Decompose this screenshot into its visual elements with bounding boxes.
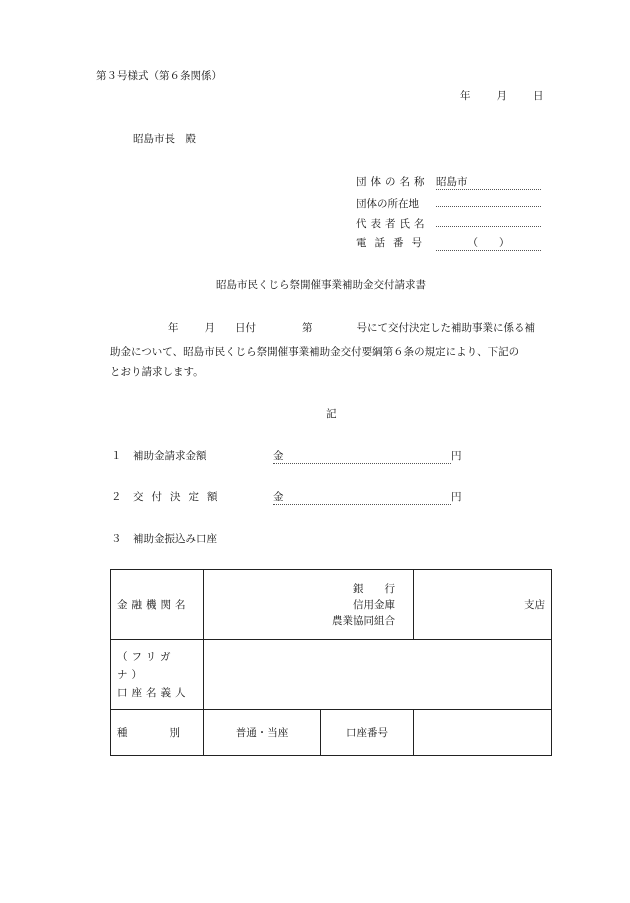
institution-label: 金融機関名 xyxy=(111,570,204,640)
form-number: 第３号様式（第６条関係） xyxy=(96,70,222,82)
type-value: 普通・当座 xyxy=(204,710,321,756)
addressee: 昭島市長 殿 xyxy=(133,133,196,145)
date-line: 年 月 日 xyxy=(460,90,544,102)
applicant-phone-row: 電話番号 （ ） xyxy=(356,235,541,251)
item-2: ２ 交付決定額 金 円 xyxy=(111,491,462,503)
institution-types: 銀 行 信用金庫 農業協同組合 xyxy=(204,570,414,640)
applicant-rep-row: 代表者氏名 xyxy=(356,214,541,231)
account-no-label: 口座番号 xyxy=(321,710,414,756)
branch-cell: 支店 xyxy=(414,570,552,640)
bank-account-table xyxy=(110,569,552,756)
applicant-name-row: 団体の名称 昭島市 xyxy=(356,174,541,190)
holder-value-cell xyxy=(204,640,552,710)
type-label: 種 別 xyxy=(111,710,204,756)
applicant-address-row: 団体の所在地 xyxy=(356,194,541,211)
body-line-2: 助金について、昭島市民くじら祭開催事業補助金交付要綱第６条の規定により、下記の xyxy=(110,346,520,358)
applicant-name-value: 昭島市 xyxy=(436,174,541,190)
document-title: 昭島市民くじら祭開催事業補助金交付請求書 xyxy=(216,279,426,291)
body-line-3: とおり請求します。 xyxy=(110,366,204,378)
ki-heading: 記 xyxy=(326,408,337,420)
holder-label-cell: （フリガナ） 口座名義人 xyxy=(111,640,204,710)
item-1: １ 補助金請求金額 金 円 xyxy=(111,450,462,462)
account-no-value xyxy=(414,710,552,756)
body-line-1: 年 月 日付 第 号にて交付決定した補助事業に係る補 xyxy=(168,322,535,334)
item-3: ３ 補助金振込み口座 xyxy=(111,533,217,545)
